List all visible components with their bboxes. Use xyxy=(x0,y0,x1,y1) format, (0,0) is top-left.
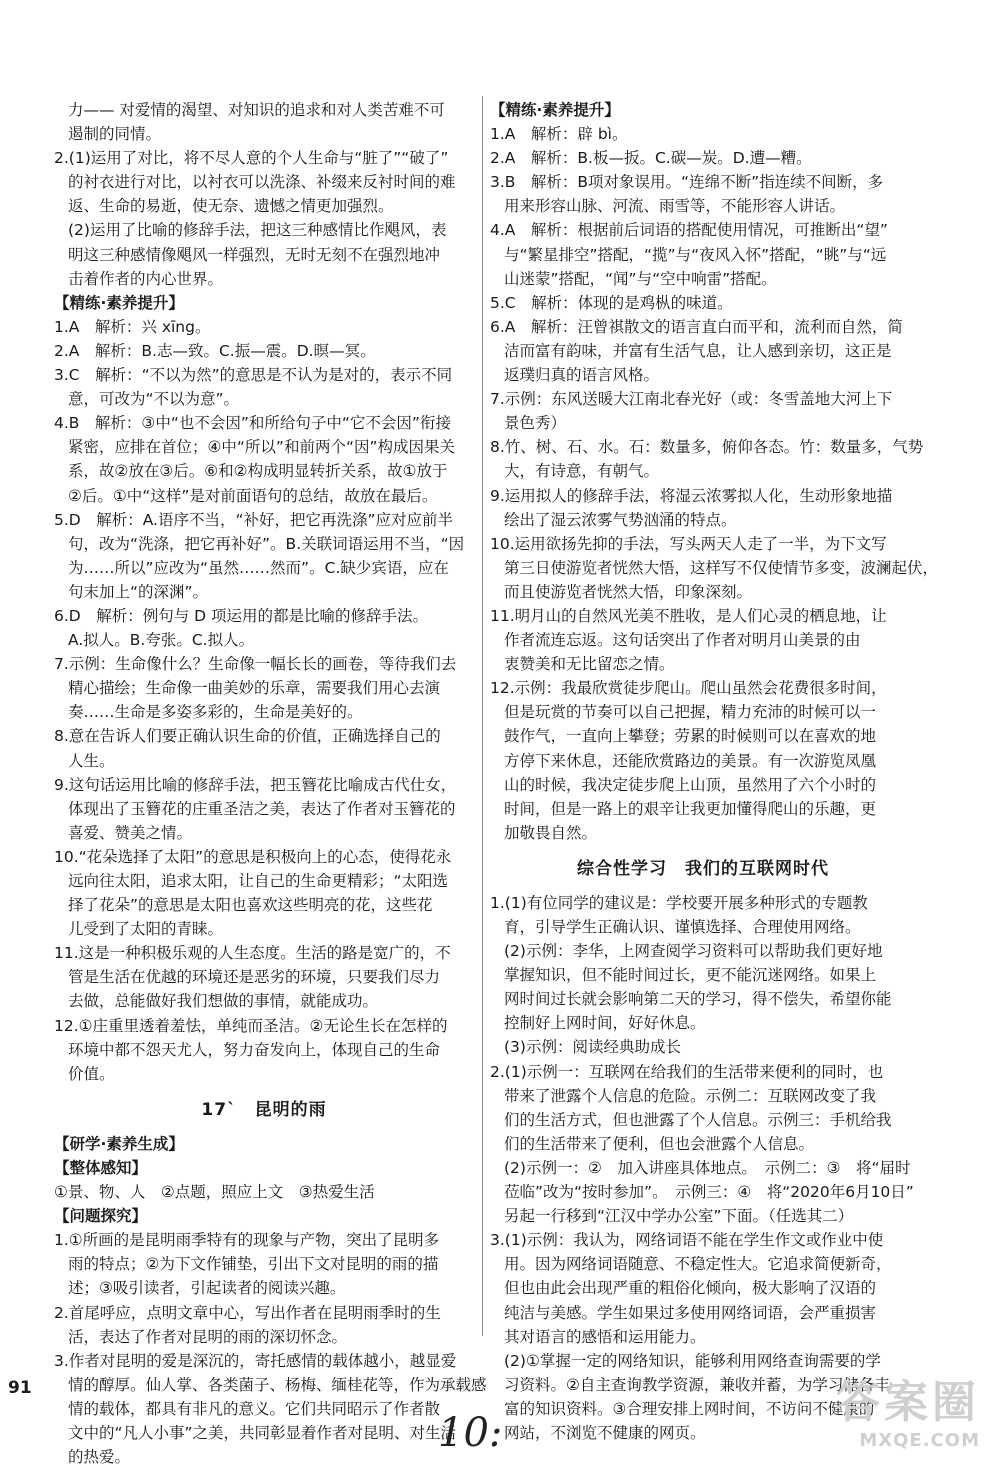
text-line: 5.C 解析：体现的是鸡枞的味道。 xyxy=(490,293,733,312)
text-line: 们的生活方式，但也泄露了个人信息。示例三：手机给我 xyxy=(504,1110,892,1129)
text-line: 句末加上“的深渊”。 xyxy=(68,582,209,601)
text-line: 3.B 解析：B项对象误用。“连绵不断”指连续不间断，多 xyxy=(490,173,884,192)
watermark-logo xyxy=(836,1366,980,1451)
text-line: 第三日使游览者恍然大悟，这样写不仅使情节多变，波澜起伏， xyxy=(504,558,939,577)
text-line: 3.作者对昆明的爱是深沉的，寄托感情的载体越小，越显爱 xyxy=(54,1351,457,1370)
text-line: 8.竹、树、石、水。石：数量多，俯仰各态。竹：数量多，气势 xyxy=(490,438,924,457)
text-line: 富的知识资料。③合理安排上网时间，不访问不健康的 xyxy=(504,1399,875,1418)
text-line: 遏制的同情。 xyxy=(68,125,162,144)
text-line: 用来形容山脉、河流、雨雪等，不能形容人讲话。 xyxy=(504,197,846,216)
text-line: 力—— 对爱情的渴望、对知识的追求和对人类苦难不可 xyxy=(68,101,445,119)
text-line: 8.意在告诉人们要正确认识生命的价值，正确选择自己的 xyxy=(54,727,441,746)
text-line: 时间，但是一路上的艰辛让我更加懂得爬山的乐趣，更 xyxy=(504,799,877,818)
section-heading: 【精练·素养提升】 xyxy=(490,101,620,119)
text-line: 1.A 解析：辟 bì。 xyxy=(490,125,628,144)
text-line: 紧密，应排在首位；④中“所以”和前两个“因”构成因果关 xyxy=(68,438,456,457)
text-line: 但是玩赏的节奏可以自己把握，精力充沛的时候可以一 xyxy=(504,703,877,722)
text-line: 情的载体，都具有非凡的意义。它们共同昭示了作者散 xyxy=(68,1399,441,1418)
text-line: 7.示例：东风送暖大江南北春光好（或：冬雪盖地大河上下 xyxy=(490,390,893,409)
text-line: 衷赞美和无比留恋之情。 xyxy=(504,655,675,674)
text-line: 方停下来休息，还能欣赏路边的美景。有一次游览凤凰 xyxy=(504,751,877,770)
text-line: 2.A 解析：B.志—致。C.振—震。D.暝—冥。 xyxy=(54,341,376,360)
text-line: 12.①庄重里透着羞怯，单纯而圣洁。②无论生长在怎样的 xyxy=(54,1016,448,1035)
text-line: 5.D 解析：A.语序不当，“补好，把它再洗涤”应对应前半 xyxy=(54,510,454,529)
text-line: 大，有诗意，有朝气。 xyxy=(504,462,660,481)
text-line: 10.“花朵选择了太阳”的意思是积极向上的心态，使得花永 xyxy=(54,847,452,866)
text-line: 其对语言的感悟和运用能力。 xyxy=(504,1327,706,1346)
right-column xyxy=(490,98,939,1445)
text-line: 系，故②放在③后。⑥和②构成明显转折关系，故①放于 xyxy=(68,462,448,481)
text-line: 网站，不浏览不健康的网页。 xyxy=(504,1423,706,1442)
watermark-text: 答案圈 xyxy=(836,1377,980,1428)
text-line: 1.①所画的是昆明雨季特有的现象与产物，突出了昆明多 xyxy=(54,1231,440,1250)
text-line: 而且使游览者恍然大悟，印象深刻。 xyxy=(504,582,753,601)
text-line: 人生。 xyxy=(68,751,115,770)
text-line: 绘出了湿云浓雾气势汹涌的特点。 xyxy=(504,510,737,529)
text-line: 6.A 解析：汪曾祺散文的语言直白而平和，流利而自然，简 xyxy=(490,317,903,336)
text-line: 习资料。②自主查询教学资源，兼收并蓄，为学习储备丰 xyxy=(504,1375,890,1394)
text-line: 1.(1)有位同学的建议是：学校要开展多种形式的专题教 xyxy=(490,893,868,912)
text-line: 体现出了玉簪花的庄重圣洁之美，表达了作者对玉簪花的 xyxy=(68,799,456,818)
section-title: 17` 昆明的雨 xyxy=(201,1099,327,1120)
text-line: 控制好上网时间，好好休息。 xyxy=(504,1014,706,1033)
text-line: 价值。 xyxy=(68,1064,115,1083)
text-line: 用。因为网络词语随意、不稳定性大。它追求简便新奇， xyxy=(504,1255,892,1274)
text-line: 1.A 解析：兴 xīng。 xyxy=(54,317,211,336)
text-line: 雨的特点；②为下文作铺垫，引出下文对昆明的雨的描 xyxy=(68,1255,439,1274)
text-line: 掌握知识，但不能时间过长，更不能沉迷网络。如果上 xyxy=(504,966,877,985)
text-line: 作者流连忘返。这句话突出了作者对明月山美景的由 xyxy=(504,631,861,650)
text-line: 7.示例：生命像什么？生命像一幅长长的画卷，等待我们去 xyxy=(54,655,457,674)
column-divider xyxy=(482,96,483,1336)
text-line: 景色秀） xyxy=(504,414,567,433)
text-line: 精心描绘；生命像一曲美妙的乐章，需要我们用心去演 xyxy=(68,679,441,698)
text-line: 句，改为“洗涤，把它再补好”。B.关联词语运用不当，“因 xyxy=(68,534,465,553)
text-line: 环境中都不怨天尤人，努力奋发向上，体现自己的生命 xyxy=(68,1040,441,1059)
text-line: 4.A 解析：根据前后词语的搭配使用情况，可推断出“望” xyxy=(490,221,888,240)
text-line: (2)①掌握一定的网络知识，能够利用网络查询需要的学 xyxy=(504,1351,881,1370)
text-line: ②后。①中“这样”是对前面语句的总结，故放在最后。 xyxy=(68,486,438,505)
text-line: 的热爱。 xyxy=(68,1448,131,1467)
text-line: 6.D 解析：例句与 D 项运用的都是比喻的修辞手法。 xyxy=(54,606,429,625)
text-line: 与“繁星排空”搭配，“揽”与“夜风入怀”搭配，“眺”与“远 xyxy=(504,245,887,264)
text-line: 另起一行移到“江汉中学办公室”下面。（任选其二） xyxy=(504,1207,854,1226)
text-line: 返璞归真的语言风格。 xyxy=(504,366,660,385)
text-line: 9.这句话运用比喻的修辞手法，把玉簪花比喻成古代仕女， xyxy=(54,775,457,794)
section-heading: 【整体感知】 xyxy=(54,1158,148,1177)
text-line: 管是生活在优越的环境还是恶劣的环境，只要我们尽力 xyxy=(68,968,441,987)
handwritten-note: 10: xyxy=(438,1410,503,1456)
text-line: 返、生命的易逝，使无奈、遗憾之情更加强烈。 xyxy=(68,197,394,216)
text-line: (3)示例：阅读经典助成长 xyxy=(504,1038,681,1057)
text-line: 洁而富有韵味，并富有生活气息，让人感到亲切，这正是 xyxy=(504,341,892,360)
text-line: 3.C 解析：“不以为然”的意思是不认为是对的，表示不同 xyxy=(54,366,453,385)
text-line: 为……所以”应改为“虽然……然而”。C.缺少宾语，应在 xyxy=(68,558,449,577)
text-line: 2.A 解析：B.板—扳。C.碳—炭。D.遭—糟。 xyxy=(490,149,812,168)
text-line: 加敬畏自然。 xyxy=(504,823,598,842)
text-line: 山迷蒙”搭配，“闻”与“空中响雷”搭配。 xyxy=(504,269,777,288)
text-line: 击着作者的内心世界。 xyxy=(68,269,224,288)
text-line: 文中的“凡人小事”之美，共同彰显着作者对昆明、对生活 xyxy=(68,1423,457,1442)
text-line: 但也由此会出现严重的粗俗化倾向，极大影响了汉语的 xyxy=(504,1279,877,1298)
text-line: 2.(1)运用了对比，将不尽人意的个人生命与“脏了”“破了” xyxy=(54,149,449,168)
text-line: A.拟人。B.夸张。C.拟人。 xyxy=(68,631,255,650)
section-title: 综合性学习 我们的互联网时代 xyxy=(577,858,829,879)
text-line: 2.(1)示例一：互联网在给我们的生活带来便利的同时，也 xyxy=(490,1062,884,1081)
text-line: ①景、物、人 ②点题，照应上文 ③热爱生活 xyxy=(54,1183,375,1202)
text-line: 们的生活带来了便利，但也会泄露个人信息。 xyxy=(504,1134,815,1153)
text-line: 4.B 解析：③中“也不会因”和所给句子中“它不会因”衔接 xyxy=(54,414,451,433)
text-line: 择了花朵”的意思是太阳也喜欢这些明亮的花，这些花 xyxy=(68,896,433,915)
text-line: 2.首尾呼应，点明文章中心，写出作者在昆明雨季时的生 xyxy=(54,1303,441,1322)
section-heading: 【精练·素养提升】 xyxy=(54,293,184,312)
text-line: (2)示例一：② 加入讲座具体地点。 示例二：③ 将“届时 xyxy=(504,1158,911,1177)
page-number: 91 xyxy=(8,1378,32,1398)
text-line: 的衬衣进行对比，以衬衣可以洗涤、补缀来反衬时间的难 xyxy=(68,173,456,192)
text-line: 纯洁与美感。学生如果过多使用网络词语，会严重损害 xyxy=(504,1303,877,1322)
text-line: 儿受到了太阳的青睐。 xyxy=(68,920,224,939)
text-line: 去做，总能做好我们想做的事情，就能成功。 xyxy=(68,992,379,1011)
text-line: 12.示例：我最欣赏徒步爬山。爬山虽然会花费很多时间， xyxy=(490,679,887,698)
left-column xyxy=(54,98,487,1469)
text-line: 山的时候，我决定徒步爬上山顶，虽然用了六个小时的 xyxy=(504,775,877,794)
text-line: 3.(1)示例：我认为，网络词语不能在学生作文或作业中使 xyxy=(490,1231,884,1250)
watermark-url: MXQE.COM xyxy=(859,1430,980,1451)
text-line: 远向往太阳，追求太阳，让自己的生命更精彩；“太阳选 xyxy=(68,872,449,890)
text-line: 10.运用欲扬先抑的手法，写头两天人走了一半，为下文写 xyxy=(490,534,887,553)
text-line: 活，表达了作者对昆明的雨的深切怀念。 xyxy=(68,1327,348,1346)
text-line: 述；③吸引读者，引起读者的阅读兴趣。 xyxy=(68,1279,346,1298)
text-line: 莅临”改为“按时参加”。 示例三：④ 将“2020年6月10日” xyxy=(504,1183,914,1202)
text-line: 带来了泄露个人信息的危险。示例二：互联网改变了我 xyxy=(504,1086,877,1105)
text-line: 情的醇厚。仙人掌、各类菌子、杨梅、缅桂花等，作为承载感 xyxy=(68,1375,487,1394)
text-line: 9.运用拟人的修辞手法，将湿云浓雾拟人化，生动形象地描 xyxy=(490,486,893,505)
text-line: (2)运用了比喻的修辞手法，把这三种感情比作飓风，表 xyxy=(68,221,447,240)
text-line: 意，可改为“不以为意”。 xyxy=(68,390,240,409)
text-line: 11.明月山的自然风光美不胜收，是人们心灵的栖息地，让 xyxy=(490,606,887,625)
section-heading: 【研学·素养生成】 xyxy=(54,1134,184,1153)
text-line: 奏……生命是多姿多彩的，生命是美好的。 xyxy=(68,703,363,722)
section-heading: 【问题探究】 xyxy=(54,1207,148,1226)
text-line: (2)示例：李华，上网查阅学习资料可以帮助我们更好地 xyxy=(504,942,883,961)
text-line: 喜爱、赞美之情。 xyxy=(68,823,193,842)
text-line: 11.这是一种积极乐观的人生态度。生活的路是宽广的，不 xyxy=(54,944,451,963)
text-line: 鼓作气，一直向上攀登；劳累的时候则可以在喜欢的地 xyxy=(504,727,877,746)
text-line: 育，引导学生正确认识、谨慎选择、合理使用网络。 xyxy=(504,918,861,936)
text-line: 明这三种感情像飓风一样强烈，无时无刻不在强烈地冲 xyxy=(68,245,441,264)
text-line: 网时间过长就会影响第二天的学习，得不偿失，希望你能 xyxy=(504,990,892,1009)
